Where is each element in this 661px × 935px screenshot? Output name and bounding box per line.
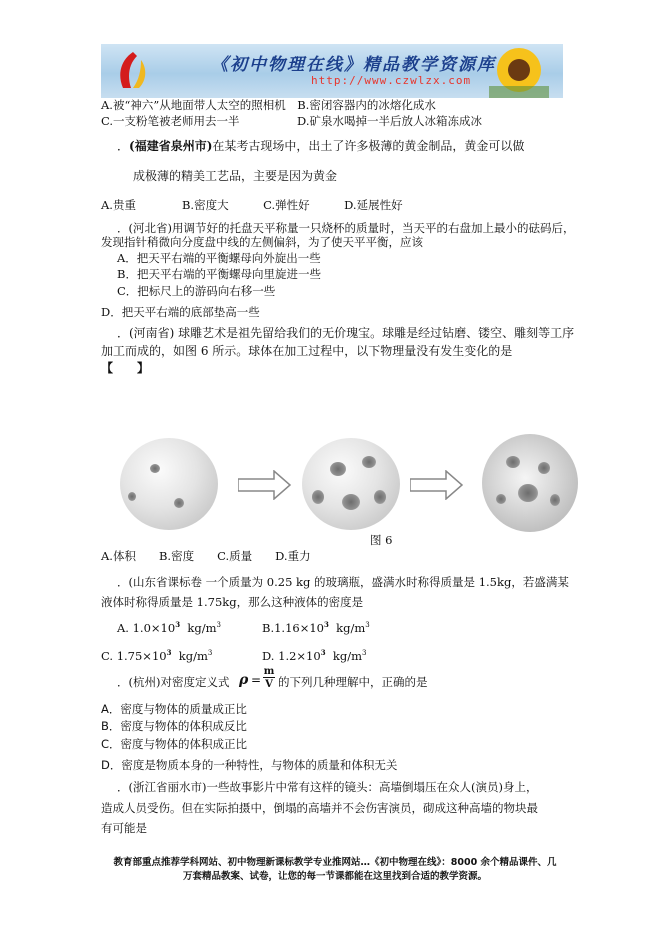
option-d: D．把天平右端的底部垫高一些	[101, 305, 260, 319]
question-shandong-cont: 液体时称得质量是 1.75kg，那么这种液体的密度是	[101, 595, 364, 609]
site-logo-icon	[111, 50, 155, 92]
question-source: (福建省泉州市)	[129, 139, 213, 153]
question-prefix: ．	[117, 139, 130, 153]
header-banner	[101, 44, 563, 98]
figure-caption: 图 6	[370, 533, 393, 547]
option-b: B．密度与物体的体积成反比	[101, 719, 247, 733]
question-hangzhou-prefix: ．(杭州)对密度定义式	[117, 675, 230, 689]
banner-url[interactable]: http://www.czwlzx.com	[311, 74, 472, 87]
question-shandong: ．(山东省课标卷 一个质量为 0.25 kg 的玻璃瓶，盛满水时称得质量是 1.5kg，若盛满某	[117, 575, 569, 589]
option-c: C．密度与物体的体积成正比	[101, 737, 248, 751]
sunflower-icon	[489, 46, 549, 98]
answer-bracket: 【 】	[101, 361, 150, 375]
fraction-numerator: m	[263, 666, 275, 677]
question-options: A.贵重 B.密度大 C.弹性好 D.延展性好	[101, 198, 403, 212]
question-text-cont: 成极薄的精美工艺品，主要是因为黄金	[133, 169, 338, 183]
option-c: C. $1.75\times 10^3$ $kg/m^3$	[101, 648, 213, 663]
ball-stage-3	[482, 434, 578, 532]
fraction-denominator: V	[265, 679, 273, 690]
question-hangzhou-suffix: 的下列几种理解中，正确的是	[278, 675, 428, 689]
option-d: D．密度是物质本身的一种特性，与物体的质量和体积无关	[101, 758, 398, 772]
question-zhejiang: ．(浙江省丽水市)一些故事影片中常有这样的镜头：高墙倒塌压在众人(演员)身上，	[117, 780, 538, 794]
equals-sign: =	[251, 673, 262, 687]
question-henan: ．(河南省) 球雕艺术是祖先留给我们的无价瑰宝。球雕是经过钻磨、镂空、雕刻等工序	[117, 326, 575, 340]
figure-6	[120, 434, 520, 534]
rho-symbol: ρ	[239, 672, 249, 688]
arrow-right-icon	[410, 470, 464, 500]
question-hebei-cont: 发现指针稍微向分度盘中线的左侧偏斜，为了使天平平衡，应该	[101, 235, 423, 249]
option-d: D. $1.2\times 10^3$ $kg/m^3$	[262, 648, 367, 663]
banner-title: 《初中物理在线》精品教学资源库	[211, 55, 496, 75]
question-options: A.体积 B.密度 C.质量 D.重力	[101, 549, 311, 563]
option-c: C．把标尺上的游码向右移一些	[117, 284, 276, 298]
option-line-ab: A.被“神六”从地面带人太空的照相机 B.密闭容器内的冰熔化成水	[101, 98, 436, 112]
arrow-right-icon	[238, 470, 292, 500]
footer-line-2: 万套精品教案、试卷，让您的每一节课都能在这里找到合适的教学资源。	[182, 871, 487, 882]
option-a: A．密度与物体的质量成正比	[101, 702, 247, 716]
option-a: A. $1.0\times 10^3$ $kg/m^3$	[117, 620, 221, 635]
footer-line-1: 教育部重点推荐学科网站、初中物理新课标教学专业推网站…《初中物理在线》：8000 余个精品课件、几	[113, 857, 557, 868]
option-b: $B.1.16\times 10^3$ $kg/m^3$	[262, 620, 370, 635]
option-b: B．把天平右端的平衡螺母向里旋进一些	[117, 267, 321, 281]
option-a: A．把天平右端的平衡螺母向外旋出一些	[117, 251, 321, 265]
option-line-cd: C.一支粉笔被老师用去一半 D.矿泉水喝掉一半后放人冰箱冻成冰	[101, 114, 483, 128]
question-zhejiang-cont: 有可能是	[101, 821, 147, 835]
question-zhejiang-cont: 造成人员受伤。但在实际拍摄中，倒塌的高墙并不会伤害演员，砌成这种高墙的物块最	[101, 801, 538, 815]
ball-stage-1	[120, 438, 218, 530]
question-henan-cont: 加工而成的，如图 6 所示。球体在加工过程中，以下物理量没有发生变化的是	[101, 344, 513, 358]
page-footer	[100, 856, 570, 884]
question-hebei: ．(河北省)用调节好的托盘天平称量一只烧杯的质量时，当天平的右盘加上最小的砝码后，	[117, 221, 575, 235]
question-text: 在某考古现场中，出土了许多极薄的黄金制品，黄金可以做	[212, 139, 525, 153]
question-fujian	[117, 139, 524, 154]
ball-stage-2	[302, 438, 400, 530]
